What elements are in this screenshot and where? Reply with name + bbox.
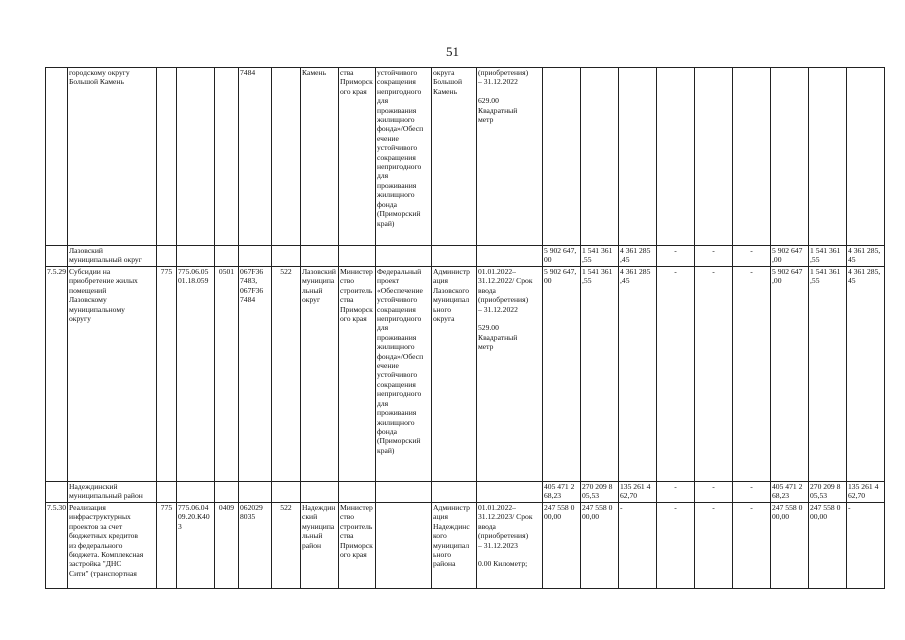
table-cell: Администр ация Лазовского муниципал ьного округа — [432, 267, 477, 482]
table-cell — [157, 68, 177, 246]
table-cell: Лазовский муниципальный округ — [68, 246, 157, 267]
table-cell: Надеждинский муниципальный район — [68, 482, 157, 503]
table-cell — [46, 482, 68, 503]
table-cell: - — [657, 482, 695, 503]
table-cell: округа Большой Камень — [432, 68, 477, 246]
table-cell — [543, 68, 581, 246]
table-cell — [177, 246, 215, 267]
table-cell — [771, 68, 809, 246]
table-cell: 1 541 361 ,55 — [581, 267, 619, 482]
table-cell — [157, 482, 177, 503]
table-cell: устойчивого сокращения непригодного для проживания жилищного фонда»/Обесп ечение устойчивого сокращения непригодного для проживания жилищного фонда (Приморский край) — [376, 68, 432, 246]
table-cell: - — [657, 267, 695, 482]
table-cell — [301, 482, 339, 503]
table-row — [46, 503, 885, 589]
table-cell: 5 902 647 ,00 — [771, 267, 809, 482]
table-cell: Министер ство строитель ства Приморск ого края — [339, 503, 376, 589]
table-cell: Субсидии на приобретение жилых помещений Лазовскому муниципальному округу — [68, 267, 157, 482]
table-cell — [157, 246, 177, 267]
table-cell: 775 — [157, 267, 177, 482]
table-cell — [177, 68, 215, 246]
subtotal-row — [46, 482, 885, 503]
table-cell: 247 558 0 00,00 — [581, 503, 619, 589]
table-cell: 775.06.05 01.18.059 — [177, 267, 215, 482]
table-cell: 067F36 7483, 067F36 7484 — [239, 267, 272, 482]
table-cell — [239, 482, 272, 503]
table-cell — [695, 68, 733, 246]
table-cell: 270 209 8 05,53 — [809, 482, 847, 503]
table-cell: 062029 8035 — [239, 503, 272, 589]
table-cell — [376, 503, 432, 589]
table-cell: 775 — [157, 503, 177, 589]
table-cell: ства Приморск ого края — [339, 68, 376, 246]
table-cell: 522 — [272, 503, 301, 589]
table-cell: - — [657, 246, 695, 267]
table-cell: 522 — [272, 267, 301, 482]
table-cell — [215, 246, 239, 267]
table-cell: - — [619, 503, 657, 589]
table-cell — [272, 246, 301, 267]
table-cell: - — [733, 267, 771, 482]
table-cell: 270 209 8 05,53 — [581, 482, 619, 503]
table-cell: - — [657, 503, 695, 589]
table-cell — [733, 68, 771, 246]
table-cell: 5 902 647, 00 — [543, 246, 581, 267]
program-table — [45, 67, 885, 589]
table-cell — [239, 246, 272, 267]
table-cell: городскому округу Большой Камень — [68, 68, 157, 246]
table-cell: Реализация инфраструктурных проектов за счет бюджетных кредитов из федерального бюджета. Комплексная застройка "ДНС Сити" (транспортная — [68, 503, 157, 589]
table-cell: 4 361 285 ,45 — [619, 246, 657, 267]
table-cell: Надеждин ский муниципа льный район — [301, 503, 339, 589]
table-cell — [432, 246, 477, 267]
table-cell — [376, 482, 432, 503]
table-cell: 7.5.30 — [46, 503, 68, 589]
table-cell: 7484 — [239, 68, 272, 246]
table-cell: 135 261 4 62,70 — [847, 482, 885, 503]
table-cell: (приобретения) – 31.12.2022 629.00 Квадратный метр — [477, 68, 543, 246]
table-cell — [477, 482, 543, 503]
table-cell: 135 261 4 62,70 — [619, 482, 657, 503]
table-cell: Федеральный проект «Обеспечение устойчивого сокращения непригодного для проживания жилищного фонда»/Обесп ечение устойчивого сокращения непригодного для проживания жилищного фонда (Приморский край) — [376, 267, 432, 482]
table-cell: - — [695, 503, 733, 589]
table-cell — [432, 482, 477, 503]
table-cell: 247 558 0 00,00 — [809, 503, 847, 589]
table-cell: Администр ация Надеждинс кого муниципал ьного района — [432, 503, 477, 589]
table-cell — [657, 68, 695, 246]
table-cell: 1 541 361 ,55 — [809, 267, 847, 482]
table-cell: - — [733, 503, 771, 589]
table-cell: - — [695, 482, 733, 503]
table-cell — [847, 68, 885, 246]
subtotal-row — [46, 246, 885, 267]
table-cell: - — [847, 503, 885, 589]
table-cell: 4 361 285, 45 — [847, 267, 885, 482]
page-number: 51 — [446, 44, 459, 59]
table-cell: 247 558 0 00,00 — [543, 503, 581, 589]
table-cell — [46, 68, 68, 246]
table-cell — [301, 246, 339, 267]
table-row — [46, 267, 885, 482]
table-cell — [46, 246, 68, 267]
table-cell: 5 902 647 ,00 — [771, 246, 809, 267]
table-cell: 247 558 0 00,00 — [771, 503, 809, 589]
table-cell — [809, 68, 847, 246]
table-cell — [177, 482, 215, 503]
table-cell: - — [733, 246, 771, 267]
table-cell — [215, 482, 239, 503]
table-cell — [477, 246, 543, 267]
table-cell: 5 902 647, 00 — [543, 267, 581, 482]
table-cell — [339, 482, 376, 503]
table-row — [46, 68, 885, 246]
table-cell: 405 471 2 68,23 — [771, 482, 809, 503]
table-cell: - — [695, 246, 733, 267]
table-cell — [272, 482, 301, 503]
table-cell — [272, 68, 301, 246]
table-cell: 7.5.29 — [46, 267, 68, 482]
table-cell: - — [695, 267, 733, 482]
table-cell: Министер ство строитель ства Приморск ого края — [339, 267, 376, 482]
table-cell — [376, 246, 432, 267]
table-cell: 01.01.2022– 31.12.2022/ Срок ввода (приобретения) – 31.12.2022 529.00 Квадратный метр — [477, 267, 543, 482]
table-cell: 01.01.2022– 31.12.2023/ Срок ввода (приобретения) – 31.12.2023 0.00 Километр; — [477, 503, 543, 589]
table-cell: 775.06.04 09.20.К40 3 — [177, 503, 215, 589]
table-cell: 1 541 361 ,55 — [809, 246, 847, 267]
table-cell — [215, 68, 239, 246]
table-cell: - — [733, 482, 771, 503]
table-cell: 405 471 2 68,23 — [543, 482, 581, 503]
table-cell — [581, 68, 619, 246]
table-cell: Камень — [301, 68, 339, 246]
table-cell: Лазовский муниципа льный округ — [301, 267, 339, 482]
table-cell: 1 541 361 ,55 — [581, 246, 619, 267]
table-cell: 4 361 285 ,45 — [619, 267, 657, 482]
table-cell — [619, 68, 657, 246]
table-cell: 0501 — [215, 267, 239, 482]
table-cell: 0409 — [215, 503, 239, 589]
table-cell — [339, 246, 376, 267]
table-cell: 4 361 285, 45 — [847, 246, 885, 267]
